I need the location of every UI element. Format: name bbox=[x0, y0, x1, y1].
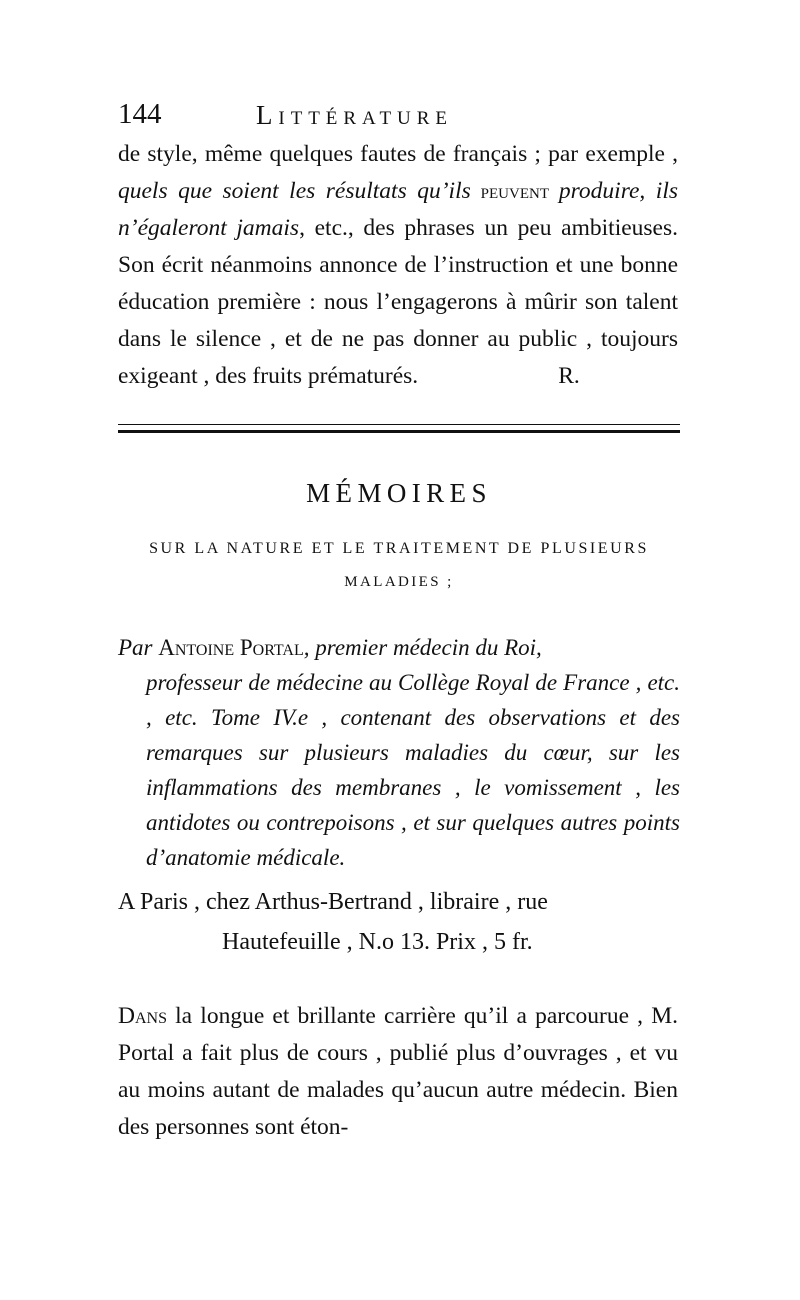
running-title: Littérature bbox=[256, 100, 453, 130]
page-number: 144 bbox=[118, 98, 162, 130]
imprint bbox=[118, 882, 680, 962]
author-par: Par bbox=[118, 635, 159, 660]
quoted-phrase-smallcaps: peuvent bbox=[470, 179, 559, 203]
imprint-line2: Hautefeuille , N.o 13. Prix , 5 fr. bbox=[222, 929, 533, 955]
imprint-line1: A Paris , chez Arthus-Bertrand , libraire , rue bbox=[118, 889, 548, 915]
author-description bbox=[118, 630, 680, 875]
work-description: professeur de médecine au Collège Royal de France , etc. , etc. Tome IV.e , contenant des observations et des remarques sur plusieurs maladies du cœur, sur les inflammations des membranes , le vomissement , les antidotes ou contrepoisons , et sur quelques autres points d’anatomie médicale. bbox=[146, 670, 680, 870]
section-divider-thin bbox=[118, 424, 680, 425]
article-subtitle: SUR LA NATURE ET LE TRAITEMENT DE PLUSIEURS bbox=[149, 540, 649, 557]
review-closing-paragraph bbox=[118, 136, 678, 395]
quoted-phrase-continued: produire, ils n’égaleront jamais bbox=[118, 178, 678, 241]
opening-word: Dans bbox=[118, 1003, 167, 1029]
author-name: Antoine Portal bbox=[158, 635, 304, 660]
article-title: MÉMOIRES bbox=[306, 478, 492, 508]
page-header bbox=[118, 98, 678, 138]
reviewer-signature: R. bbox=[558, 363, 580, 389]
author-title: , premier médecin du Roi, bbox=[303, 635, 542, 660]
article-subtitle-line2: MALADIES ; bbox=[344, 574, 454, 590]
paragraph-text: de style, même quelques fautes de français ; par exemple , bbox=[118, 141, 678, 167]
review-opening-paragraph bbox=[118, 998, 678, 1146]
paragraph-text-continued: , etc., des phrases un peu ambitieuses. Son écrit néanmoins annonce de l’instruction et une bonne éducation première : nous l’engagerons à mûrir son talent dans le silence , et de ne pas donner au public , toujours exigeant , des fruits prématurés. bbox=[118, 215, 678, 389]
section-divider-thick bbox=[118, 430, 680, 433]
quoted-phrase: quels que soient les résultats qu’ils bbox=[118, 178, 471, 204]
paragraph-text: la longue et brillante carrière qu’il a parcourue , M. Portal a fait plus de cours , publié plus d’ouvrages , et vu au moins autant de malades qu’aucun autre médecin. Bien des personnes sont éton- bbox=[118, 1003, 678, 1140]
